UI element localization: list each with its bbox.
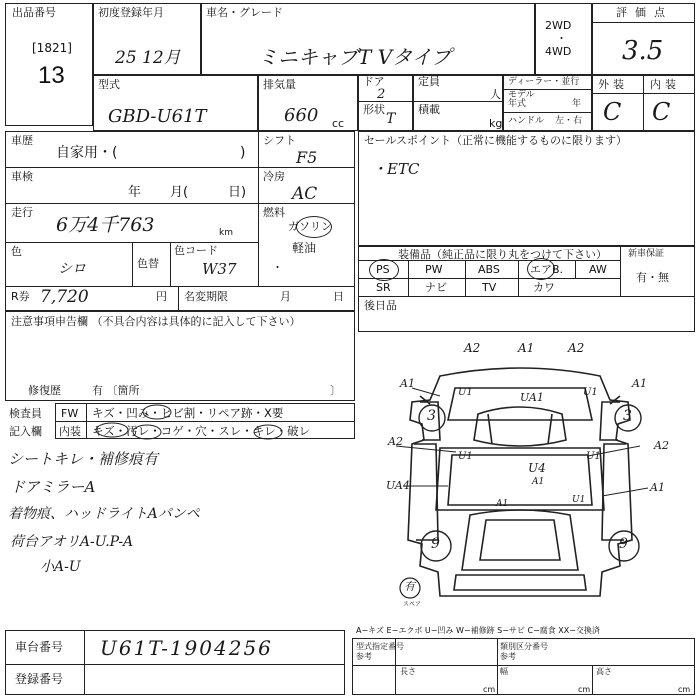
capacity-unit: 人: [490, 88, 501, 101]
note-line-1: シートキレ・補修痕有: [8, 450, 158, 468]
spare-label: スペア: [403, 601, 422, 608]
mark-u1-left: U1: [458, 387, 473, 398]
name-change-day: 日: [333, 290, 344, 303]
mark-a1-low: A1: [496, 499, 509, 509]
width-label: 幅: [500, 667, 508, 676]
chassis-vdiv: [84, 630, 85, 695]
mileage-value: 6万4千763: [56, 214, 155, 236]
equip-pw: PW: [425, 263, 443, 276]
drive-2wd: 2WD: [545, 19, 572, 32]
mark-a2-right: A2: [654, 439, 669, 452]
sales-value: ・ETC: [372, 160, 420, 178]
mark-a2-top-right: A2: [568, 341, 585, 355]
color-code-value: W37: [202, 260, 237, 278]
entry-label: 記入欄: [9, 425, 42, 438]
spec-hdiv: [352, 665, 695, 666]
ac-label: 冷房: [263, 170, 285, 183]
displacement-label: 排気量: [263, 78, 296, 91]
equip-leather: カワ: [533, 281, 555, 294]
fuel-dot: ・: [272, 261, 283, 274]
note-line-4: 荷台アオリA-U.P-A: [10, 534, 134, 550]
mileage-label: 走行: [11, 206, 33, 219]
color-value: シロ: [58, 261, 86, 277]
sales-label: セールスポイント（正常に機能するものに限ります）: [364, 134, 628, 147]
shape-value: T: [386, 111, 396, 127]
exterior-label: 外装: [598, 78, 628, 91]
notes-label: 注意事項申告欄 （不具合内容は具体的に記入して下さい）: [11, 315, 301, 328]
mark-u1-right: U1: [583, 387, 598, 398]
inspection-label: 車検: [11, 170, 33, 183]
chassis-value: U61T-1904256: [100, 636, 273, 660]
displacement-unit: cc: [332, 117, 345, 130]
wheel-rr: 9: [619, 536, 628, 552]
load-label: 積載: [418, 103, 440, 116]
wheel-fr: 3: [623, 408, 632, 424]
mileage-unit: km: [219, 228, 233, 238]
lot-number: 13: [38, 62, 65, 89]
height-label: 高さ: [596, 667, 612, 676]
inspection-year: 年: [128, 185, 142, 200]
registration-label: 登録番号: [15, 672, 64, 686]
color-code-label: 色コード: [174, 244, 218, 257]
name-grade-value: ミニキャブT Vタイプ: [258, 45, 452, 69]
mark-a1-far-right: A1: [650, 481, 665, 494]
mark-u1-mid-left: U1: [458, 451, 473, 462]
mark-a1-right: A1: [632, 377, 647, 390]
interior-items: キズ・汚レ・コゲ・穴・スレ・キレ・破レ: [92, 424, 311, 438]
name-grade-label: 車名・グレード: [206, 6, 283, 19]
mark-a2-top-left: A2: [464, 341, 481, 355]
score-label: 評価点: [616, 6, 673, 19]
transfer-label: 型式指定番号 参考: [356, 642, 404, 661]
fuel-diesel: 軽油: [292, 241, 317, 255]
mark-a1-left: A1: [400, 377, 415, 390]
equipment-label: 装備品（純正品に限り丸をつけて下さい）: [398, 248, 607, 261]
mark-u1-low: U1: [572, 495, 586, 505]
model-value: GBD-U61T: [108, 106, 207, 127]
repair-close: 〕: [330, 384, 341, 397]
shift-label: シフト: [263, 134, 296, 147]
exterior-value: C: [603, 98, 622, 126]
inspection-month: 月(: [170, 185, 189, 200]
mark-a1-mid: A1: [532, 477, 545, 487]
name-change-month: 月: [280, 290, 291, 303]
fw-label: FW: [61, 407, 79, 420]
note-line-2: ドアミラーA: [10, 478, 96, 496]
equip-aw: AW: [589, 263, 607, 276]
repair-value: 有 〔箇所: [92, 384, 140, 397]
recycle-unit: 円: [156, 290, 167, 303]
first-reg-value: 25 12月: [115, 48, 181, 68]
repair-label: 修復歴: [28, 384, 61, 397]
category-label: 類別区分番号 参考: [500, 642, 548, 661]
interior-row-label: 内装: [59, 425, 81, 438]
history-value: 自家用・(: [56, 145, 118, 161]
spare-mark: 有: [404, 580, 415, 593]
mark-a2-left: A2: [388, 435, 403, 448]
model-label: 型式: [98, 78, 120, 91]
lot-code: [1821]: [32, 41, 72, 55]
recycle-label: R券: [11, 290, 30, 303]
recycle-value: 7,720: [40, 287, 89, 307]
first-reg-label: 初度登録年月: [98, 6, 164, 19]
ac-value: AC: [292, 184, 318, 204]
chassis-hdiv: [5, 664, 345, 665]
spec-vdiv2: [497, 638, 498, 665]
length-unit: cm: [483, 685, 496, 694]
spec-vdiv3: [497, 665, 498, 695]
mark-ua4: UA4: [386, 479, 410, 492]
note-line-3: 着物痕、ハッドライトAパンペ: [8, 506, 200, 522]
mark-ua1: UA1: [520, 391, 544, 404]
height-unit: cm: [678, 685, 691, 694]
capacity-label: 定員: [418, 75, 440, 88]
fuel-gas: ガソリン: [288, 220, 332, 233]
interior-label: 内装: [650, 78, 680, 91]
load-unit: kg: [489, 117, 503, 130]
color-change-label: 色替: [137, 257, 159, 270]
spec-vdiv4: [592, 665, 593, 695]
equip-tv: TV: [482, 281, 497, 294]
score-value: 3.5: [622, 36, 664, 66]
damage-legend: A−キズ E−エクボ U−凹み W−補修跡 S−サビ C−腐食 XX−交換済: [356, 626, 600, 635]
doors-label: ドア: [363, 75, 385, 88]
mark-u1-mid-right: U1: [586, 451, 601, 462]
inspector-label: 検査員: [9, 407, 42, 420]
handle-label: ハンドル: [508, 116, 545, 126]
chassis-label: 車台番号: [15, 640, 64, 654]
displacement-value: 660: [284, 105, 319, 126]
width-unit: cm: [578, 685, 591, 694]
inspection-day: 日): [228, 185, 247, 200]
mark-u4: U4: [528, 461, 546, 475]
name-change-label: 名変期限: [184, 290, 228, 303]
fw-items: キズ・凹み・ヒビ割・リペア跡・X要: [92, 406, 284, 420]
lot-label: 出品番号: [12, 6, 56, 19]
dealer-label: ディーラー・並行: [508, 77, 580, 87]
note-line-5: 小A-U: [40, 559, 81, 575]
wheel-rl: 9: [431, 536, 440, 552]
interior-value: C: [652, 98, 671, 126]
length-label: 長さ: [400, 667, 416, 676]
drive-dot: ・: [556, 32, 567, 45]
warranty-label: 新車保証: [628, 249, 665, 259]
year-unit: 年: [572, 99, 582, 109]
doors-value: 2: [377, 87, 386, 102]
equip-airbag: エアB.: [530, 263, 564, 276]
shift-value: F5: [296, 148, 318, 167]
handle-value: 左・右: [555, 116, 583, 126]
equip-abs: ABS: [478, 263, 500, 276]
drive-4wd: 4WD: [545, 45, 572, 58]
mark-a1-top: A1: [518, 341, 535, 355]
equip-navi: ナビ: [425, 281, 447, 294]
model-year-label: モデル 年式: [508, 90, 535, 110]
after-sale-label: 後日品: [364, 299, 397, 312]
color-label: 色: [11, 245, 22, 258]
shape-label: 形状: [363, 103, 385, 116]
history-close: ): [240, 145, 246, 161]
history-label: 車歴: [11, 134, 33, 147]
equip-sr: SR: [376, 281, 391, 294]
wheel-fl: 3: [427, 408, 436, 424]
fuel-label: 燃料: [263, 206, 285, 219]
warranty-value: 有・無: [636, 271, 669, 284]
equip-ps: PS: [376, 263, 390, 276]
